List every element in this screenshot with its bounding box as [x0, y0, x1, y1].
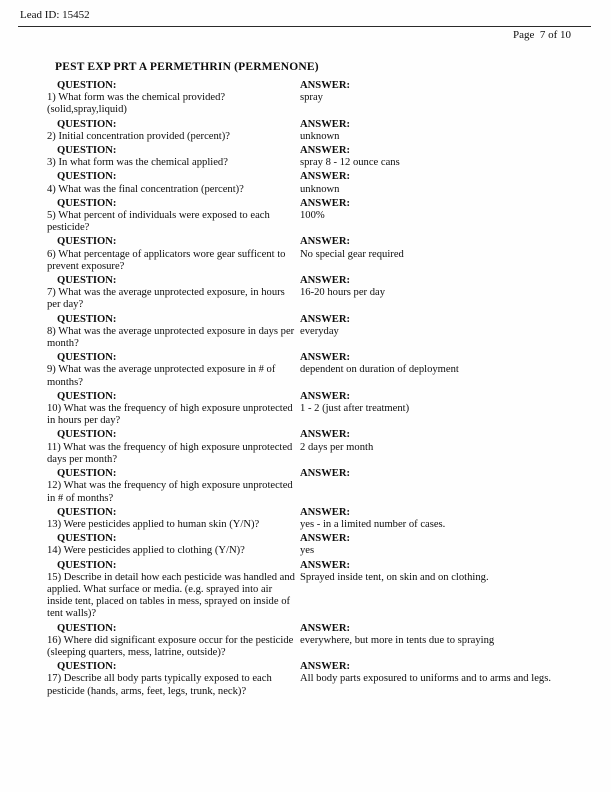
question-label: QUESTION:	[57, 275, 117, 287]
question-text: 6) What percentage of applicators wore gear sufficent to prevent exposure?	[47, 248, 286, 272]
answer-label: ANSWER:	[300, 661, 351, 673]
answer-column	[300, 171, 569, 195]
question-column	[47, 560, 300, 621]
answer-text: 16-20 hours per day	[300, 287, 386, 299]
question-column	[47, 507, 300, 531]
answer-label: ANSWER:	[300, 429, 351, 441]
question-label: QUESTION:	[57, 171, 117, 183]
question-column	[47, 198, 300, 235]
qa-block	[47, 171, 569, 195]
qa-block	[47, 661, 569, 698]
question-column	[47, 623, 300, 660]
answer-label: ANSWER:	[300, 622, 351, 634]
question-text: 5) What percent of individuals were exposed to each pesticide?	[47, 210, 270, 234]
question-text: 3) In what form was the chemical applied?	[47, 157, 228, 169]
answer-text: unknown	[300, 130, 340, 142]
qa-block	[47, 119, 569, 143]
question-label: QUESTION:	[57, 468, 117, 480]
answer-column	[300, 80, 569, 117]
answer-text: unknown	[300, 183, 340, 195]
question-column	[47, 119, 300, 143]
answer-text: spray 8 - 12 ounce cans	[300, 157, 400, 169]
answer-text: everyday	[300, 325, 339, 337]
answer-column	[300, 468, 569, 505]
question-label: QUESTION:	[57, 80, 117, 91]
answer-text: 2 days per month	[300, 441, 374, 453]
answer-label: ANSWER:	[300, 118, 351, 130]
answer-label: ANSWER:	[300, 197, 351, 209]
question-label: QUESTION:	[57, 145, 117, 157]
question-text: 14) Were pesticides applied to clothing (Y/N)?	[47, 545, 245, 557]
answer-column	[300, 314, 569, 351]
qa-block	[47, 145, 569, 169]
qa-block	[47, 314, 569, 351]
question-column	[47, 661, 300, 698]
answer-column	[300, 352, 569, 389]
answer-text: everywhere, but more in tents due to spraying	[300, 634, 495, 646]
qa-list	[47, 80, 569, 700]
question-text: 11) What was the frequency of high exposure unprotected days per month?	[47, 441, 293, 465]
question-column	[47, 171, 300, 195]
answer-column	[300, 236, 569, 273]
qa-block	[47, 80, 569, 117]
question-text: 17) Describe all body parts typically exposed to each pesticide (hands, arms, feet, legs, trunk, neck)?	[47, 673, 272, 697]
answer-label: ANSWER:	[300, 171, 351, 183]
header-rule	[18, 26, 591, 27]
question-label: QUESTION:	[57, 559, 117, 571]
answer-label: ANSWER:	[300, 559, 351, 571]
question-text: 2) Initial concentration provided (percent)?	[47, 130, 230, 142]
answer-column	[300, 533, 569, 557]
question-text: 8) What was the average unprotected exposure in days per month?	[47, 325, 295, 350]
answer-column	[300, 560, 569, 621]
question-text: 1) What form was the chemical provided?(solid,spray,liquid)	[47, 92, 226, 116]
question-label: QUESTION:	[57, 533, 117, 545]
question-column	[47, 468, 300, 505]
question-label: QUESTION:	[57, 390, 117, 402]
question-text: 15) Describe in detail how each pesticide was handled and applied. What surface or media. (e.g. sprayed into air inside tent, placed on tables in mess, sprayed on inside of tent walls)?	[47, 571, 295, 620]
question-column	[47, 275, 300, 312]
question-text: 12) What was the frequency of high exposure unprotected in # of months?	[47, 480, 293, 504]
answer-text: Sprayed inside tent, on skin and on clothing.	[300, 571, 489, 583]
answer-column	[300, 429, 569, 466]
answer-text: All body parts exposured to uniforms and to arms and legs.	[300, 673, 551, 685]
answer-column	[300, 198, 569, 235]
qa-block	[47, 236, 569, 273]
answer-column	[300, 145, 569, 169]
answer-column	[300, 623, 569, 660]
question-column	[47, 352, 300, 389]
answer-label: ANSWER:	[300, 145, 351, 157]
qa-block	[47, 275, 569, 312]
question-label: QUESTION:	[57, 506, 117, 518]
answer-label: ANSWER:	[300, 468, 351, 480]
question-label: QUESTION:	[57, 622, 117, 634]
answer-label: ANSWER:	[300, 506, 351, 518]
lead-id: Lead ID: 15452	[20, 9, 90, 21]
page-number: Page 7 of 10	[512, 29, 571, 41]
document-title: PEST EXP PRT A PERMETHRIN (PERMENONE)	[55, 61, 319, 73]
question-label: QUESTION:	[57, 352, 117, 364]
answer-column	[300, 119, 569, 143]
question-column	[47, 533, 300, 557]
question-text: 16) Where did significant exposure occur for the pesticide (sleeping quarters, mess, latrine, outside)?	[47, 634, 294, 658]
answer-text: yes	[300, 545, 315, 557]
qa-block	[47, 198, 569, 235]
answer-column	[300, 507, 569, 531]
question-text: 13) Were pesticides applied to human skin (Y/N)?	[47, 518, 260, 530]
answer-label: ANSWER:	[300, 313, 351, 325]
answer-text: 100%	[300, 210, 325, 222]
question-text: 4) What was the final concentration (percent)?	[47, 183, 244, 195]
question-column	[47, 236, 300, 273]
answer-label: ANSWER:	[300, 533, 351, 545]
question-label: QUESTION:	[57, 197, 117, 209]
answer-text: 1 - 2 (just after treatment)	[300, 403, 410, 415]
qa-block	[47, 468, 569, 505]
question-text: 10) What was the frequency of high exposure unprotected in hours per day?	[47, 403, 293, 427]
question-label: QUESTION:	[57, 429, 117, 441]
qa-block	[47, 429, 569, 466]
answer-text: No special gear required	[300, 248, 404, 260]
answer-column	[300, 275, 569, 312]
question-label: QUESTION:	[57, 313, 117, 325]
question-column	[47, 145, 300, 169]
qa-block	[47, 560, 569, 621]
qa-block	[47, 507, 569, 531]
qa-block	[47, 352, 569, 389]
answer-label: ANSWER:	[300, 352, 351, 364]
question-column	[47, 80, 300, 117]
answer-label: ANSWER:	[300, 275, 351, 287]
answer-label: ANSWER:	[300, 80, 351, 91]
answer-label: ANSWER:	[300, 236, 351, 248]
answer-label: ANSWER:	[300, 390, 351, 402]
answer-text: yes - in a limited number of cases.	[300, 518, 446, 530]
qa-block	[47, 533, 569, 557]
answer-text: dependent on duration of deployment	[300, 364, 459, 376]
question-column	[47, 314, 300, 351]
qa-block	[47, 391, 569, 428]
question-label: QUESTION:	[57, 118, 117, 130]
answer-text: spray	[300, 92, 323, 104]
answer-column	[300, 391, 569, 428]
qa-block	[47, 623, 569, 660]
answer-column	[300, 661, 569, 698]
question-label: QUESTION:	[57, 236, 117, 248]
question-column	[47, 429, 300, 466]
question-label: QUESTION:	[57, 661, 117, 673]
question-text: 7) What was the average unprotected exposure, in hours per day?	[47, 287, 285, 311]
question-column	[47, 391, 300, 428]
question-text: 9) What was the average unprotected exposure in # of months?	[47, 364, 276, 388]
